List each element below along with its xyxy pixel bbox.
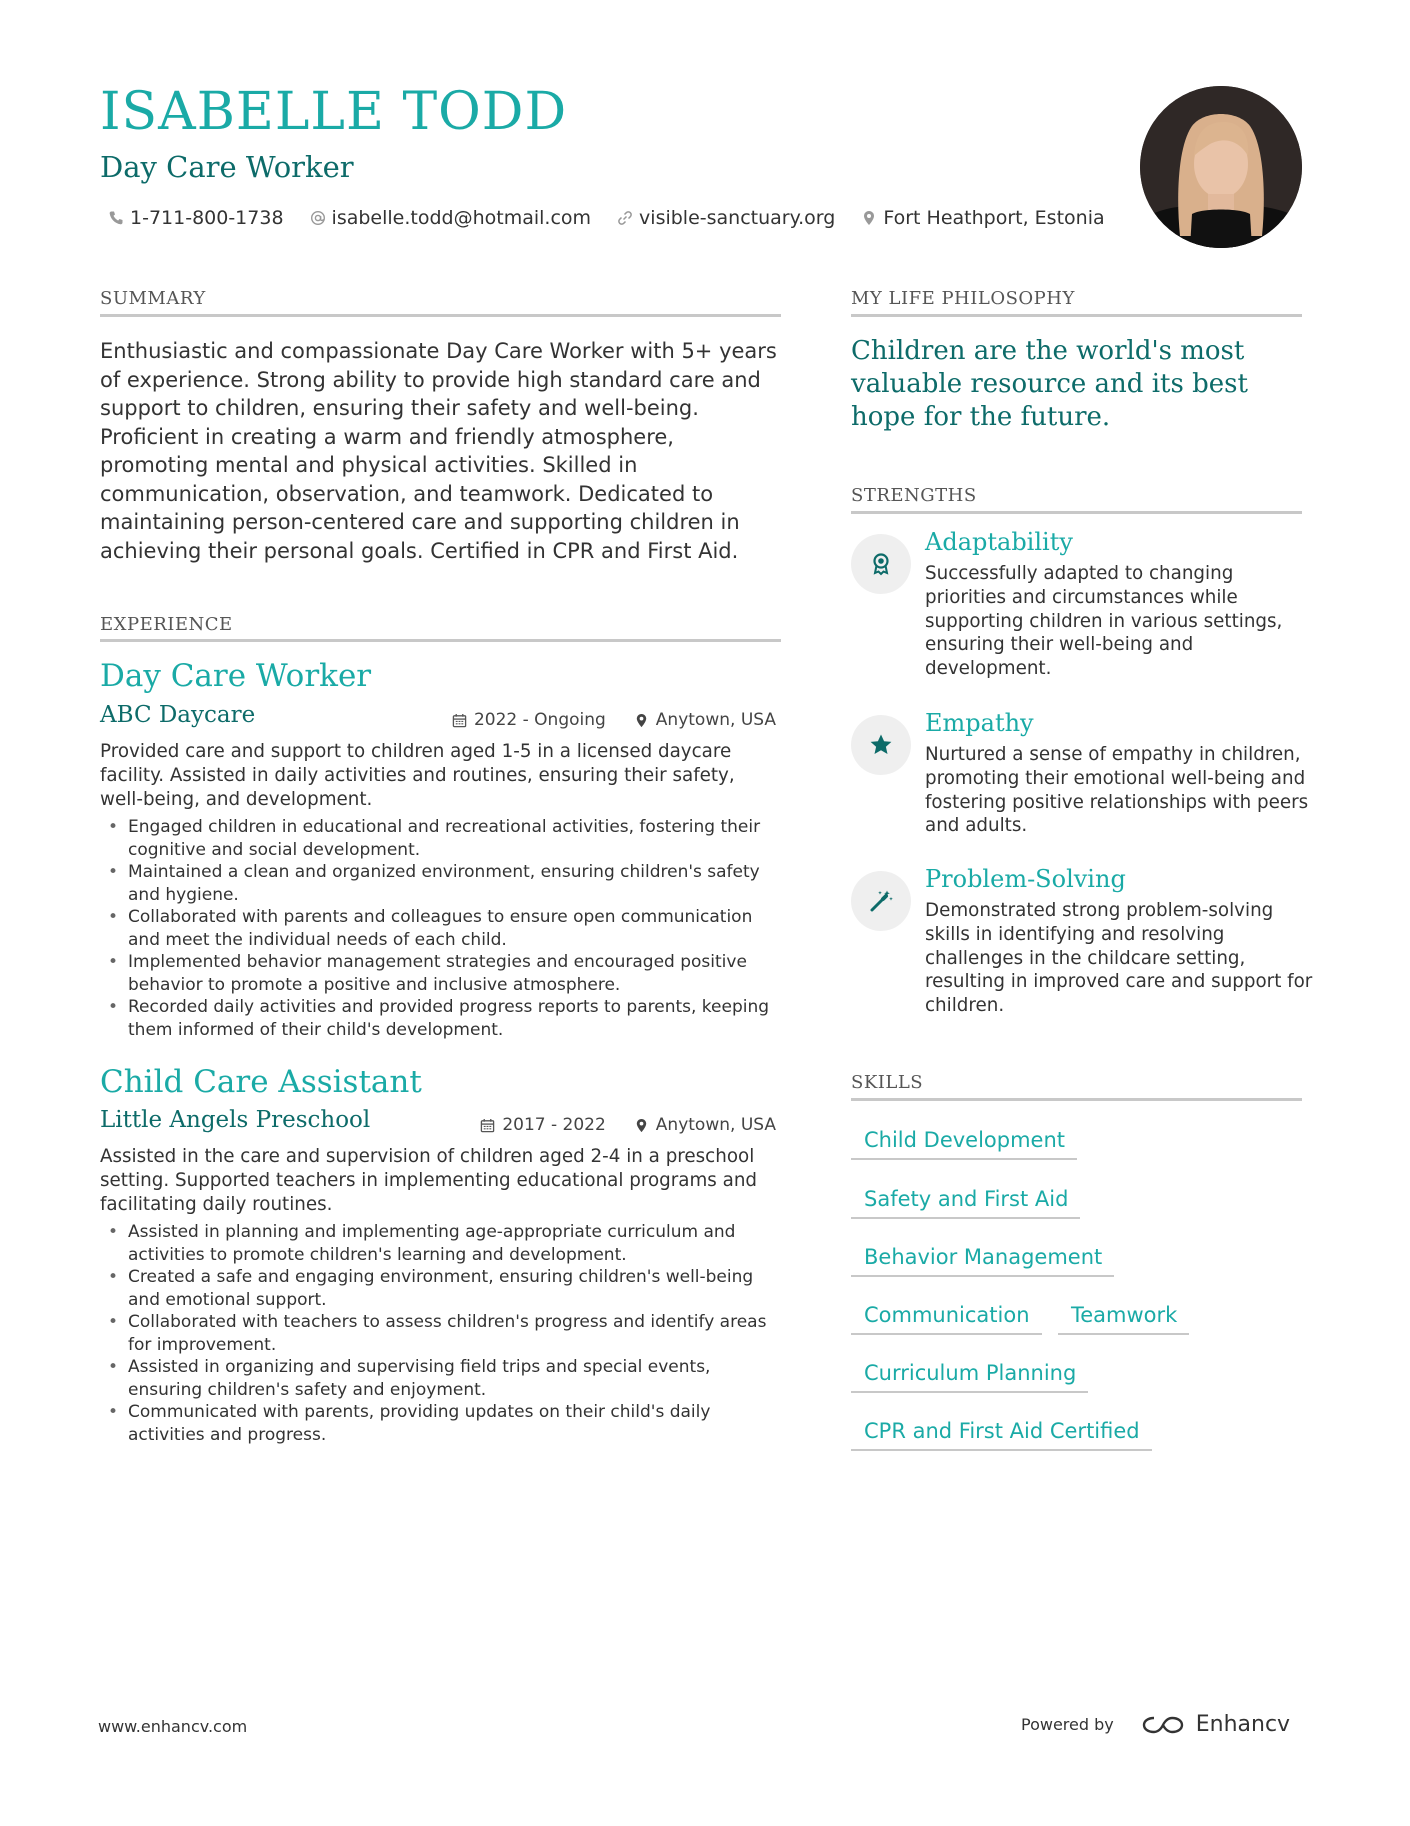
philosophy-divider — [851, 314, 1302, 317]
contact-bar — [108, 207, 1105, 229]
calendar-icon — [480, 1118, 495, 1133]
job-title-1: Day Care Worker — [100, 658, 372, 694]
candidate-title: Day Care Worker — [100, 150, 354, 184]
company-name-2: Little Angels Preschool — [100, 1107, 371, 1133]
enhancv-logo-icon — [1140, 1713, 1186, 1737]
list-item: • Recorded daily activities and provided progress reports to parents, keeping them informed of their child's development. — [100, 996, 780, 1041]
strength-text-1: Successfully adapted to changing priorities and circumstances while supporting children in various settings, ensuring their well-being and development. — [925, 563, 1283, 680]
contact-phone[interactable] — [108, 207, 284, 229]
skill-tag: CPR and First Aid Certified — [851, 1419, 1152, 1451]
job-bullets-1 — [100, 816, 780, 1041]
list-item: • Engaged children in educational and recreational activities, fostering their cognitive and social development. — [100, 816, 780, 861]
phone-icon — [108, 210, 124, 226]
list-item: • Collaborated with parents and colleagues to ensure open communication and meet the individual needs of each child. — [100, 906, 780, 951]
phone-text: 1-711-800-1738 — [130, 207, 284, 229]
list-item: • Maintained a clean and organized environment, ensuring children's safety and hygiene. — [100, 861, 780, 906]
strengths-heading: STRENGTHS — [851, 485, 977, 506]
strength-text-3: Demonstrated strong problem-solving skills in identifying and resolving challenges in the childcare setting, resulting in improved care and support for children. — [925, 900, 1313, 1017]
job-bullets-2 — [100, 1221, 780, 1446]
job-description-1: Provided care and support to children aged 1-5 in a licensed daycare facility. Assisted in daily activities and routines, ensuring their safety, well-being, and development. — [100, 741, 735, 810]
experience-heading: EXPERIENCE — [100, 614, 233, 635]
footer-website-link[interactable]: www.enhancv.com — [98, 1717, 248, 1736]
job-meta-2 — [480, 1115, 776, 1135]
candidate-name: ISABELLE TODD — [100, 82, 568, 142]
location-pin-icon — [861, 210, 877, 226]
list-item: • Collaborated with teachers to assess children's progress and identify areas for improvement. — [100, 1311, 780, 1356]
at-icon — [310, 210, 326, 226]
link-icon — [617, 210, 633, 226]
skill-tag: Safety and First Aid — [851, 1187, 1080, 1219]
contact-email[interactable] — [310, 207, 592, 229]
star-icon — [851, 715, 911, 775]
skills-divider — [851, 1098, 1302, 1101]
powered-by-label: Powered by — [1021, 1715, 1114, 1734]
list-item: • Implemented behavior management strategies and encouraged positive behavior to promote a positive and inclusive atmosphere. — [100, 951, 780, 996]
brand-logo[interactable] — [1140, 1712, 1290, 1737]
website-text: visible-sanctuary.org — [639, 207, 836, 229]
skill-tag: Teamwork — [1058, 1303, 1189, 1335]
list-item: • Assisted in planning and implementing age-appropriate curriculum and activities to promote children's learning and development. — [100, 1221, 780, 1266]
summary-divider — [100, 314, 781, 317]
philosophy-heading: MY LIFE PHILOSOPHY — [851, 288, 1075, 309]
strength-title-1: Adaptability — [925, 528, 1073, 556]
calendar-icon — [452, 713, 467, 728]
job-dates-2: 2017 - 2022 — [480, 1115, 605, 1135]
location-pin-icon — [634, 1118, 649, 1133]
job-title-2: Child Care Assistant — [100, 1064, 422, 1100]
job-description-2: Assisted in the care and supervision of children aged 2-4 in a preschool setting. Supported teachers in implementing educational programs and facilitating daily routines. — [100, 1146, 758, 1215]
list-item: • Communicated with parents, providing updates on their child's daily activities and progress. — [100, 1401, 780, 1446]
skill-tag: Child Development — [851, 1128, 1077, 1160]
job-location-2: Anytown, USA — [634, 1115, 776, 1135]
contact-website[interactable] — [617, 207, 835, 229]
strength-text-2: Nurtured a sense of empathy in children, promoting their emotional well-being and fostering positive relationships with peers and adults. — [925, 744, 1309, 837]
strengths-divider — [851, 511, 1302, 514]
job-location-1: Anytown, USA — [634, 710, 776, 730]
summary-text: Enthusiastic and compassionate Day Care Worker with 5+ years of experience. Strong ability to provide high standard care and support to children, ensuring their safety and well-being. Proficient in creating a warm and friendly atmosphere, promoting mental and physical activities. Skilled in communication, observation, and teamwork. Dedicated to maintaining person-centered care and supporting children in achieving their personal goals. Certified in CPR and First Aid. — [100, 339, 777, 563]
skill-tag: Behavior Management — [851, 1245, 1114, 1277]
email-text: isabelle.todd@hotmail.com — [331, 207, 592, 229]
contact-location — [861, 207, 1104, 229]
strength-title-2: Empathy — [925, 709, 1034, 737]
company-name-1: ABC Daycare — [100, 702, 256, 728]
list-item: • Created a safe and engaging environment, ensuring children's well-being and emotional support. — [100, 1266, 780, 1311]
philosophy-quote: Children are the world's most valuable resource and its best hope for the future. — [851, 336, 1248, 432]
experience-divider — [100, 639, 781, 642]
footer-branding — [1021, 1712, 1290, 1737]
strength-title-3: Problem-Solving — [925, 865, 1126, 893]
list-item: • Assisted in organizing and supervising field trips and special events, ensuring children's safety and enjoyment. — [100, 1356, 780, 1401]
skills-heading: SKILLS — [851, 1072, 924, 1093]
skill-tag: Communication — [851, 1303, 1042, 1335]
brand-name: Enhancv — [1195, 1712, 1291, 1737]
location-pin-icon — [634, 713, 649, 728]
profile-photo — [1140, 86, 1302, 248]
location-text: Fort Heathport, Estonia — [883, 207, 1105, 229]
magic-wand-icon — [851, 871, 911, 931]
award-icon — [851, 534, 911, 594]
skill-tag: Curriculum Planning — [851, 1361, 1088, 1393]
summary-heading: SUMMARY — [100, 288, 206, 309]
job-dates-1: 2022 - Ongoing — [452, 710, 606, 730]
job-meta-1 — [452, 710, 776, 730]
